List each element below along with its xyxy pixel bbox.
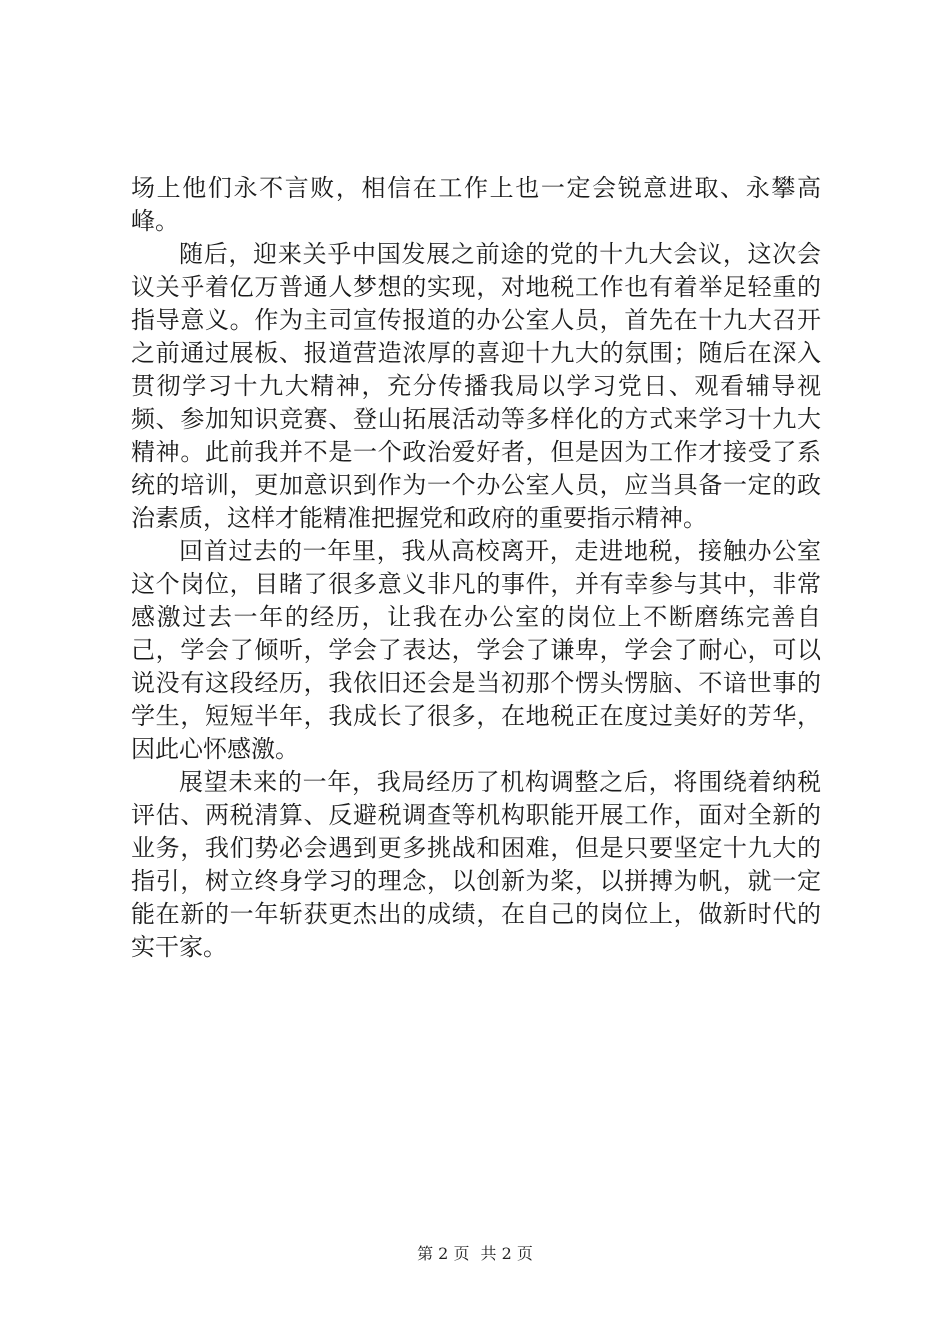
paragraph-nineteenth-congress: 随后，迎来关乎中国发展之前途的党的十九大会议，这次会议关乎着亿万普通人梦想的实现，对地税工作也有着举足轻重的指导意义。作为主司宣传报道的办公室人员，首先在十九大召开之前通过展板、报道营造浓厚的喜迎十九大的氛围；随后在深入贯彻学习十九大精神，充分传播我局以学习党日、观看辅导视频、参加知识竞赛、登山拓展活动等多样化的方式来学习十九大精神。此前我并不是一个政治爱好者，但是因为工作才接受了系统的培训，更加意识到作为一个办公室人员，应当具备一定的政治素质，这样才能精准把握党和政府的重要指示精神。 <box>131 240 821 532</box>
document-body <box>131 172 821 964</box>
paragraph-looking-back: 回首过去的一年里，我从高校离开，走进地税，接触办公室这个岗位，目睹了很多意义非凡的事件，并有幸参与其中，非常感激过去一年的经历，让我在办公室的岗位上不断磨练完善自己，学会了倾听，学会了表达，学会了谦卑，学会了耐心，可以说没有这段经历，我依旧还会是当初那个愣头愣脑、不谙世事的学生，短短半年，我成长了很多，在地税正在度过美好的芳华，因此心怀感激。 <box>131 537 821 763</box>
paragraph-continuation: 场上他们永不言败，相信在工作上也一定会锐意进取、永攀高峰。 <box>131 174 821 235</box>
page-total: 共 2 页 <box>480 1244 533 1263</box>
paragraph-looking-ahead: 展望未来的一年，我局经历了机构调整之后，将围绕着纳税评估、两税清算、反避税调查等机构职能开展工作，面对全新的业务，我们势必会遇到更多挑战和困难，但是只要坚定十九大的指引，树立终身学习的理念，以创新为桨，以拼搏为帆，就一定能在新的一年斩获更杰出的成绩，在自己的岗位上，做新时代的实干家。 <box>131 768 821 961</box>
page-footer <box>0 1244 950 1264</box>
page-number: 第 2 页 <box>417 1244 470 1263</box>
